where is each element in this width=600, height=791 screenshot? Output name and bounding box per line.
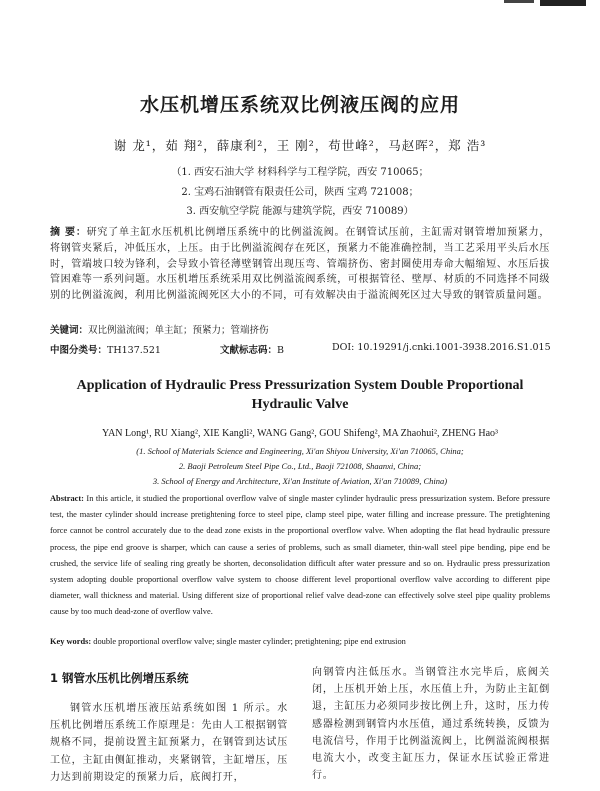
abstract-en-label: Abstract: <box>50 494 84 503</box>
abstract-en <box>50 491 550 621</box>
abstract-cn-text: 研究了单主缸水压机机比例增压系统中的比例溢流阀。在钢管试压前，主缸需对钢管增加预紧力，将钢管夹紧后，冲低压水，上压。由于比例溢流阀存在死区，预紧力不能准确控制，当工艺采用平头后水压时，管端坡口较为锋利，会导致小管径薄壁钢管出现压弯、管端挤伤、密封圈使用寿命大幅缩短、水压后拔管困难等一系列问题。水压机增压系统采用双比例溢流阀系统，可根据管径、壁厚、材质的不同选择不同级别的比例溢流阀，利用比例溢流阀死区大小的不同，可有效解决由于溢流阀死区过大导致的钢管质量问题。 <box>50 227 550 302</box>
clc-number <box>50 342 161 356</box>
affiliation-cn-3: 3. 西安航空学院 能源与建筑学院，西安 710089） <box>186 206 414 217</box>
keywords-en-text: double proportional overflow valve; single master cylinder; pretightening; pipe end extrusion <box>93 637 406 646</box>
doc-code <box>220 342 284 356</box>
keywords-cn <box>50 322 550 336</box>
affiliation-en-1: (1. School of Materials Science and Engineering, Xi'an Shiyou University, Xi'an 710065, China; <box>136 446 464 456</box>
affiliation-en-3: 3. School of Energy and Architecture, Xi'an Institute of Aviation, Xi'an 710089, China) <box>152 476 448 486</box>
clc-label: 中图分类号： <box>50 345 108 356</box>
authors-en: YAN Long¹, RU Xiang², XIE Kangli², WANG Gang², GOU Shifeng², MA Zhaohui², ZHENG Hao³ <box>101 428 499 439</box>
section-1-right-column: 向钢管内注低压水。当钢管注水完毕后，底阀关闭，上压机开始上压，水压值上升，为防止主缸倒退，主缸压力必须同步按比例上升，这时，压力传感器检测到钢管内水压值，通过系统转换，反馈为电流信号，作用于比例溢流阀上，比例溢流阀根据电流大小，改变主缸压力，保证水压试验正常进行。 <box>312 667 550 782</box>
keywords-en-label: Key words: <box>50 637 92 646</box>
title-en-line-1: Application of Hydraulic Press Pressurization System Double Proportional <box>76 378 524 393</box>
affiliation-cn-2: 2. 宝鸡石油钢管有限责任公司，陕西 宝鸡 721008； <box>181 187 419 198</box>
section-1-left-column: 钢管水压机增压液压站系统如图 1 所示。水压机比例增压系统工作原理是：先由人工根据钢管规格不同，提前设置主缸预紧力，在钢管到达试压工位，主缸由侧缸推动，夹紧钢管，主缸增压，压力达到前期设定的预紧力后，底阀打开， <box>50 703 288 783</box>
doi: DOI: 10.19291/j.cnki.1001-3938.2016.S1.015 <box>332 342 551 353</box>
affiliation-en-2: 2. Baoji Petroleum Steel Pipe Co., Ltd., Baoji 721008, Shaanxi, China; <box>178 461 422 471</box>
doc-value: B <box>277 345 284 356</box>
affiliation-cn-1: （1. 西安石油大学 材料科学与工程学院，西安 710065； <box>171 167 429 178</box>
keywords-cn-label: 关键词： <box>50 325 89 336</box>
title-en <box>0 376 600 414</box>
authors-cn: 谢 龙¹，茹 翔²，薛康利²，王 刚²，苟世峰²，马赵晖²，郑 浩³ <box>113 138 487 153</box>
keywords-en <box>50 637 550 646</box>
keywords-cn-text: 双比例溢流阀；单主缸；预紧力；管端挤伤 <box>88 325 269 336</box>
section-1-heading: 1 钢管水压机比例增压系统 <box>50 671 189 685</box>
title-en-line-2: Hydraulic Valve <box>251 397 349 412</box>
page-top-mark <box>540 0 586 6</box>
abstract-en-text: In this article, it studied the proportional overflow valve of single master cylinder hydraulic press pressurization system. Before pressure test, the master cylinder should increase pretightening force to steel pipe, clamp steel pipe, water filling and increase pressure. The pretightening force cannot be control accurately due to the dead zone exists in the proportional overflow valve. When adopting the flat head hydraulic pressure process, the pipe end groove is sharper, which can cause a series of problems, such as small diameter, thin-wall steel pipe bending, pipe end be crushed, the service life of sealing ring greatly be shorten, deconsolidation difficult after water pressure and so on. Hydraulic press pressurization system adopting double proportional overflow valve system to choose different level proportional overflow valve according to different pipe diameter, wall thickness and material. Using different size of proportional relief valve dead-zone can effectively solve steel pipe quality problems cause by too much dead-zone of overflow valve. <box>50 494 550 617</box>
clc-value: TH137.521 <box>107 345 161 356</box>
doc-label: 文献标志码： <box>220 345 278 356</box>
abstract-cn <box>50 225 550 304</box>
title-cn: 水压机增压系统双比例液压阀的应用 <box>139 94 460 116</box>
abstract-cn-label: 摘 要： <box>50 227 87 238</box>
page-top-mark-secondary <box>504 0 534 3</box>
